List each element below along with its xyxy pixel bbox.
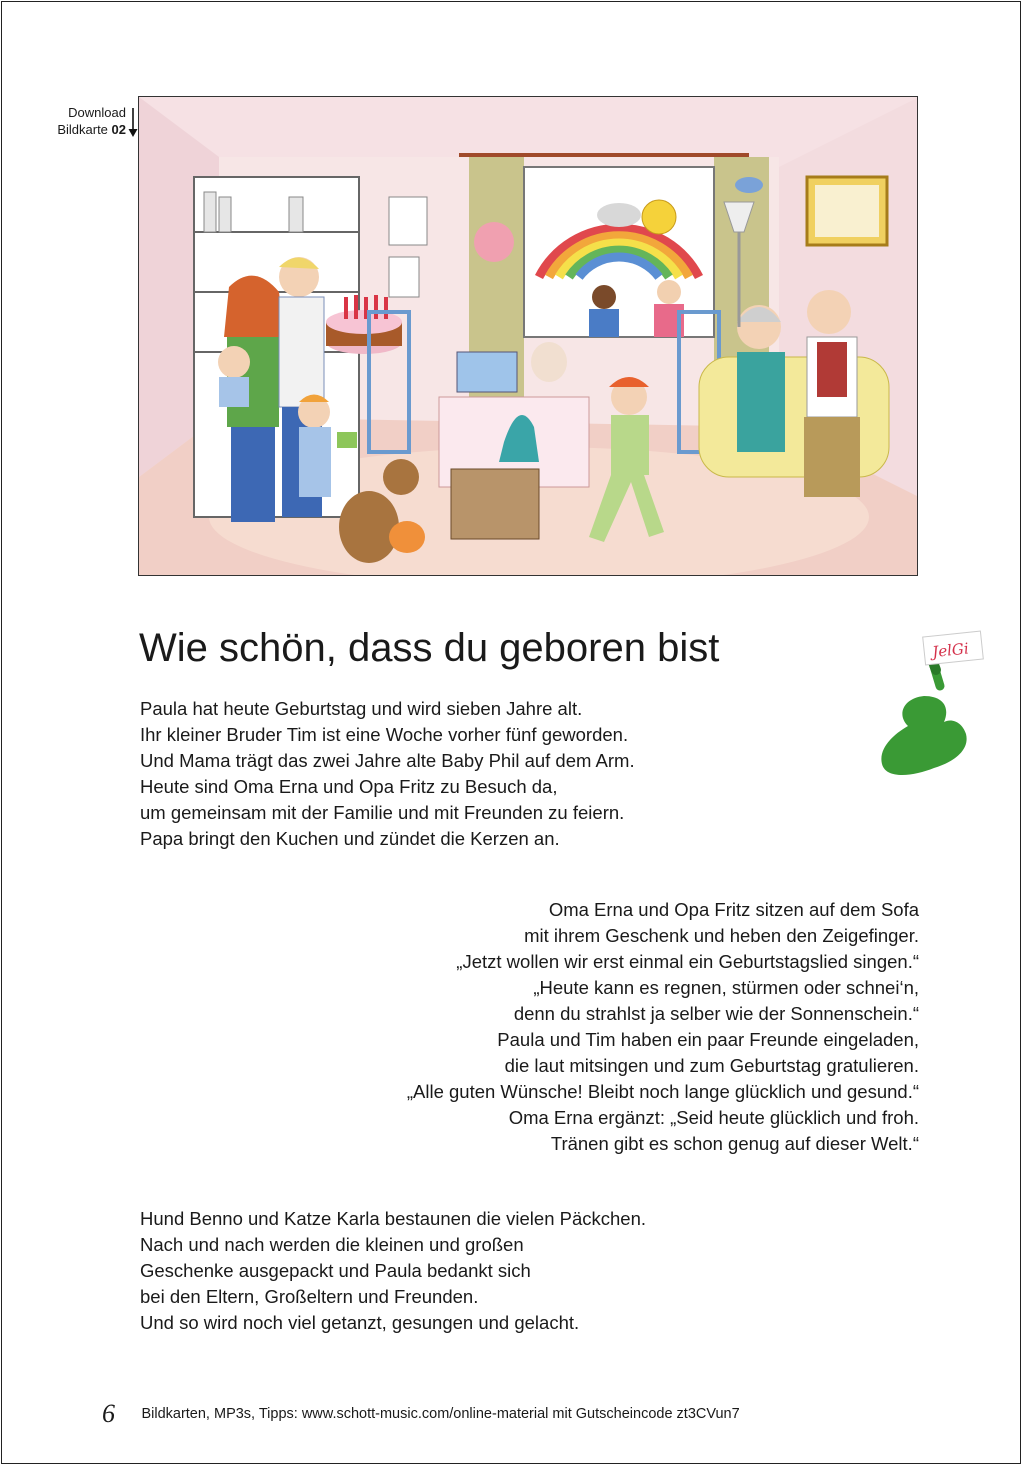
text-line: Oma Erna ergänzt: „Seid heute glücklich und froh. [508,1107,919,1128]
text-line: Paula hat heute Geburtstag und wird sieben Jahre alt. [140,698,583,719]
paragraph-intro [140,696,635,852]
text-line: Und Mama trägt das zwei Jahre alte Baby Phil auf dem Arm. [140,750,635,771]
text-line: „Jetzt wollen wir erst einmal ein Geburtstagslied singen.“ [456,951,919,972]
text-line: „Alle guten Wünsche! Bleibt noch lange glücklich und gesund.“ [406,1081,919,1102]
jelgi-guitar-logo [874,626,986,780]
text-line: bei den Eltern, Großeltern und Freunden. [140,1286,479,1307]
text-line: Papa bringt den Kuchen und zündet die Kerzen an. [140,828,560,849]
text-line: Und so wird noch viel getanzt, gesungen und gelacht. [140,1312,580,1333]
download-arrow-icon[interactable] [128,108,138,138]
text-line: „Heute kann es regnen, stürmen oder schnei‘n, [533,977,919,998]
text-line: Hund Benno und Katze Karla bestaunen die vielen Päckchen. [140,1208,647,1229]
text-line: Geschenke ausgepackt und Paula bedankt sich [140,1260,531,1281]
page-footer [102,1399,740,1429]
text-line: denn du strahlst ja selber wie der Sonnenschein.“ [513,1003,919,1024]
birthday-illustration [138,96,918,576]
text-line: Oma Erna und Opa Fritz sitzen auf dem Sofa [548,899,919,920]
logo-text: JelGi [931,639,970,662]
page-title: Wie schön, dass du geboren bist [139,626,720,670]
text-line: Ihr kleiner Bruder Tim ist eine Woche vorher fünf geworden. [140,724,629,745]
text-line: Paula und Tim haben ein paar Freunde eingeladen, [497,1029,919,1050]
text-line: um gemeinsam mit der Familie und mit Freunden zu feiern. [140,802,625,823]
card-label: Bildkarte [57,122,108,137]
text-line: Nach und nach werden die kleinen und großen [140,1234,524,1255]
card-number: 02 [111,122,126,137]
text-line: mit ihrem Geschenk und heben den Zeigefinger. [524,925,919,946]
text-line: Tränen gibt es schon genug auf dieser Welt.“ [550,1133,919,1154]
download-label[interactable] [57,104,126,138]
page-number: 6 [102,1399,115,1428]
footer-text: Bildkarten, MP3s, Tipps: www.schott-music.com/online-material mit Gutscheincode zt3CVun7 [141,1406,740,1422]
text-line: Heute sind Oma Erna und Opa Fritz zu Besuch da, [140,776,558,797]
text-line: die laut mitsingen und zum Geburtstag gratulieren. [504,1055,919,1076]
paragraph-ending [140,1206,646,1336]
paragraph-song [407,897,919,1157]
download-text: Download [68,105,126,120]
